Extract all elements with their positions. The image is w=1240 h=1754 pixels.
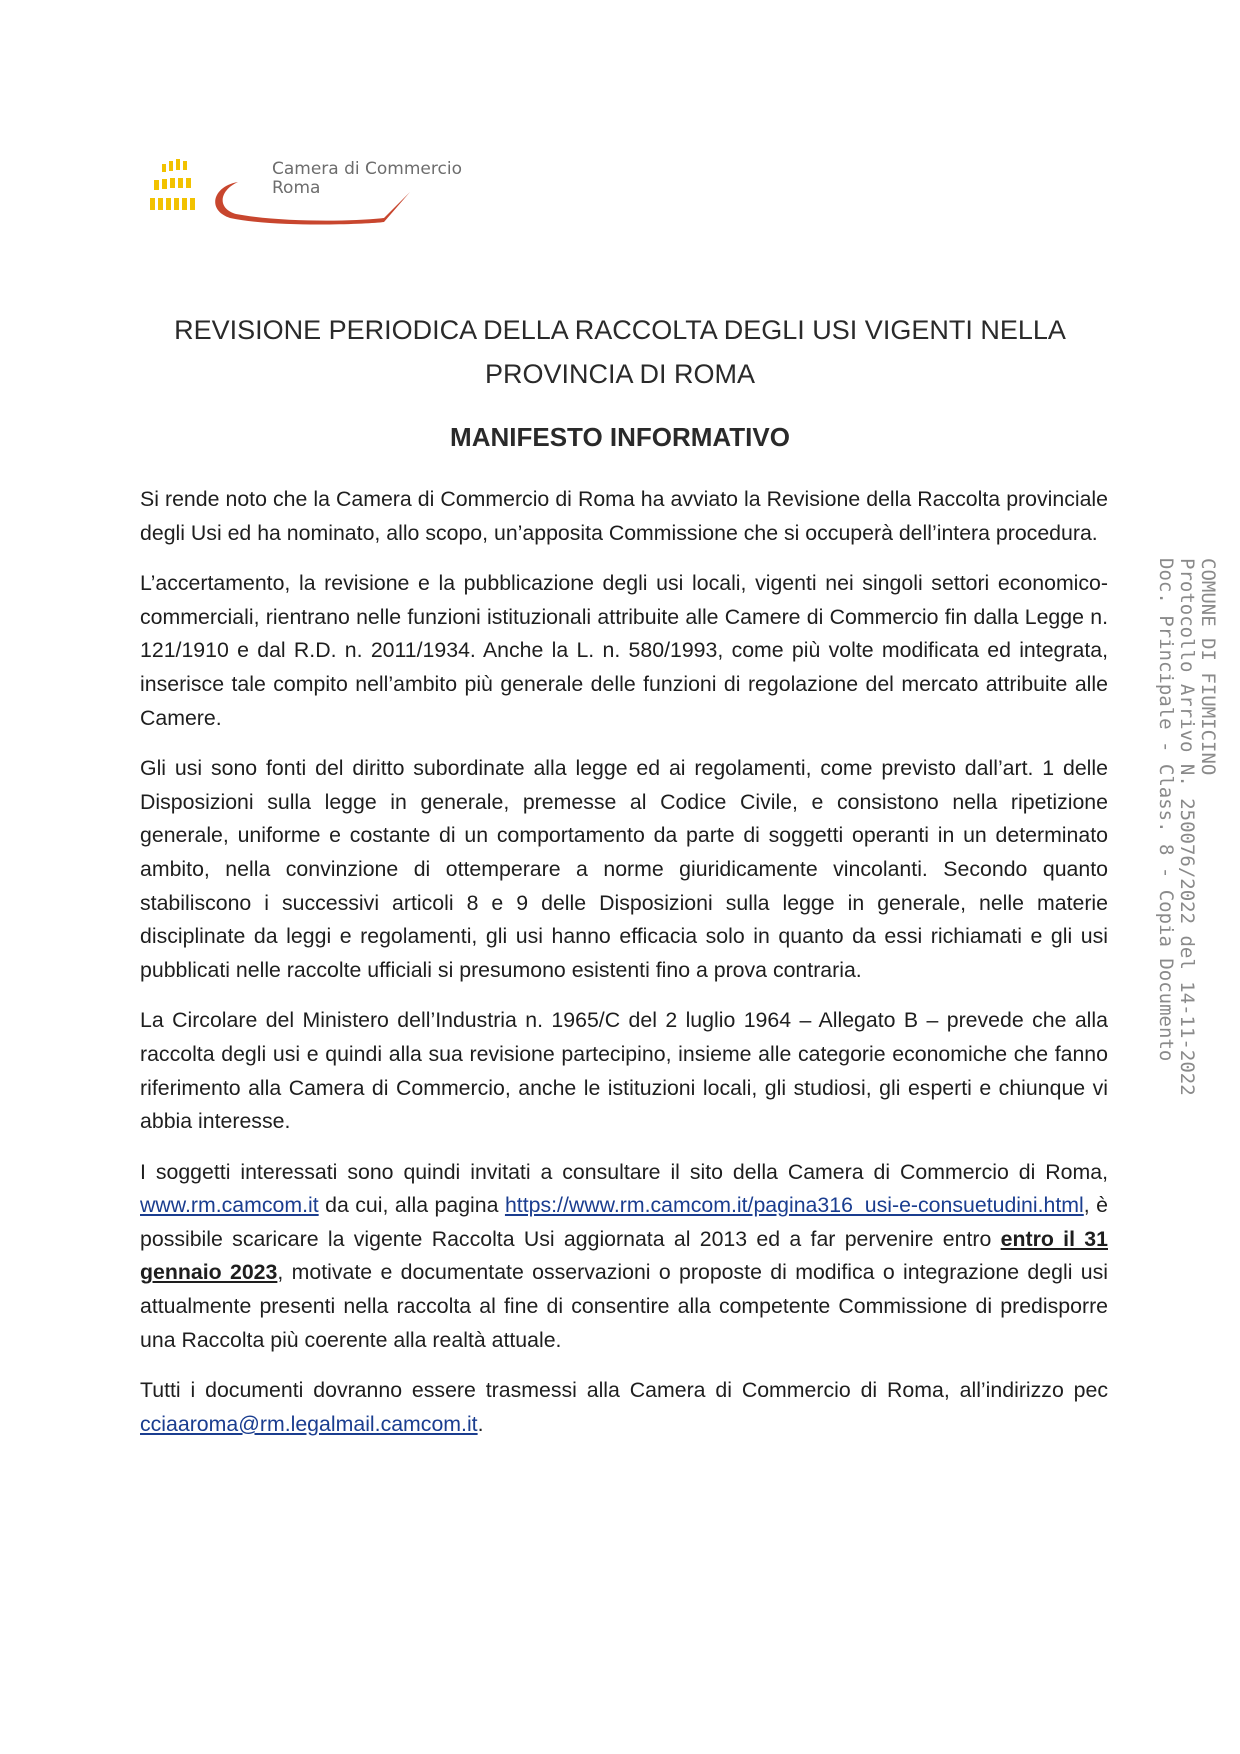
document-body [140, 483, 1108, 1458]
pec-email-link[interactable]: cciaaroma@rm.legalmail.camcom.it [140, 1411, 478, 1436]
stamp-line-2: Protocollo Arrivo N. 250076/2022 del 14-11-2022 [1176, 558, 1198, 1096]
p6-text-2: . [477, 1411, 484, 1436]
p5-text-1: I soggetti interessati sono quindi invitati a consultare il sito della Camera di Commercio di Roma, [140, 1159, 1108, 1184]
website-link[interactable]: www.rm.camcom.it [140, 1193, 319, 1218]
paragraph-3: Gli usi sono fonti del diritto subordinate alla legge ed ai regolamenti, come previsto dall’art. 1 delle Disposizioni sulla legge in generale, premesse al Codice Civile, e consistono nella ripetizione generale, uniforme e costante di un comportamento da parte di soggetti operanti in un determinato ambito, nella convinzione di ottemperare a norme giuridicamente vincolanti. Secondo quanto stabiliscono i successivi articoli 8 e 9 delle Disposizioni sulla legge in generale, nelle materie disciplinate da leggi e regolamenti, gli usi hanno efficacia solo in quanto da essi richiamati e gli usi pubblicati nelle raccolte ufficiali si presumono esistenti fino a prova contraria. [140, 756, 1108, 982]
p5-text-2: da cui, alla pagina [318, 1193, 505, 1218]
deadline-date: entro il 31 gennaio 2023 [140, 1226, 1108, 1285]
document-subtitle: MANIFESTO INFORMATIVO [450, 422, 790, 452]
logo-text [272, 160, 462, 198]
title-line-2: PROVINCIA DI ROMA [484, 359, 756, 389]
stamp-line-1: COMUNE DI FIUMICINO [1197, 558, 1219, 776]
paragraph-6 [140, 1374, 1108, 1441]
paragraph-5 [140, 1156, 1108, 1358]
paragraph-2: L’accertamento, la revisione e la pubblicazione degli usi locali, vigenti nei singoli settori economico-commerciali, rientrano nelle funzioni istituzionali attribuite alle Camere di Commercio fin dalla Legge n. 121/1910 e dal R.D. n. 2011/1934. Anche la L. n. 580/1993, come più volte modificata ed integrata, inserisce tale compito nell’ambito più generale delle funzioni di regolazione del mercato attribuite alle Camere. [140, 571, 1108, 730]
p5-text-3: , è possibile scaricare la vigente Raccolta Usi aggiornata al 2013 ed a far pervenire entro [140, 1193, 1108, 1251]
colosseum-icon [150, 159, 195, 210]
paragraph-1: Si rende noto che la Camera di Commercio di Roma ha avviato la Revisione della Raccolta provinciale degli Usi ed ha nominato, allo scopo, un’apposita Commissione che si occuperà dell’intera procedura. [140, 487, 1108, 545]
paragraph-4: La Circolare del Ministero dell’Industria n. 1965/C del 2 luglio 1964 – Allegato B – prevede che alla raccolta degli usi e quindi alla sua revisione partecipino, insieme alle categorie economiche che fanno riferimento alla Camera di Commercio, anche le istituzioni locali, gli studiosi, gli esperti e chiunque vi abbia interesse. [140, 1008, 1108, 1134]
p5-text-4: , motivate e documentate osservazioni o proposte di modifica o integrazione degli usi attualmente presenti nella raccolta al fine di consentire alla competente Commissione di predisporre una Raccolta più coerente alla realtà attuale. [140, 1260, 1109, 1352]
title-line-1: REVISIONE PERIODICA DELLA RACCOLTA DEGLI USI VIGENTI NELLA [174, 315, 1066, 345]
logo-line-1: Camera di Commercio [272, 159, 462, 179]
stamp-line-3: Doc. Principale - Class. 8 - Copia Documento [1155, 558, 1177, 1062]
document-title [100, 308, 1140, 396]
logo-line-2: Roma [272, 178, 321, 198]
usi-page-link[interactable]: https://www.rm.camcom.it/pagina316_usi-e-consuetudini.html [504, 1193, 1084, 1218]
protocol-stamp [1155, 558, 1218, 1096]
p6-text-1: Tutti i documenti dovranno essere trasmessi alla Camera di Commercio di Roma, all’indirizzo pec [140, 1378, 1108, 1403]
